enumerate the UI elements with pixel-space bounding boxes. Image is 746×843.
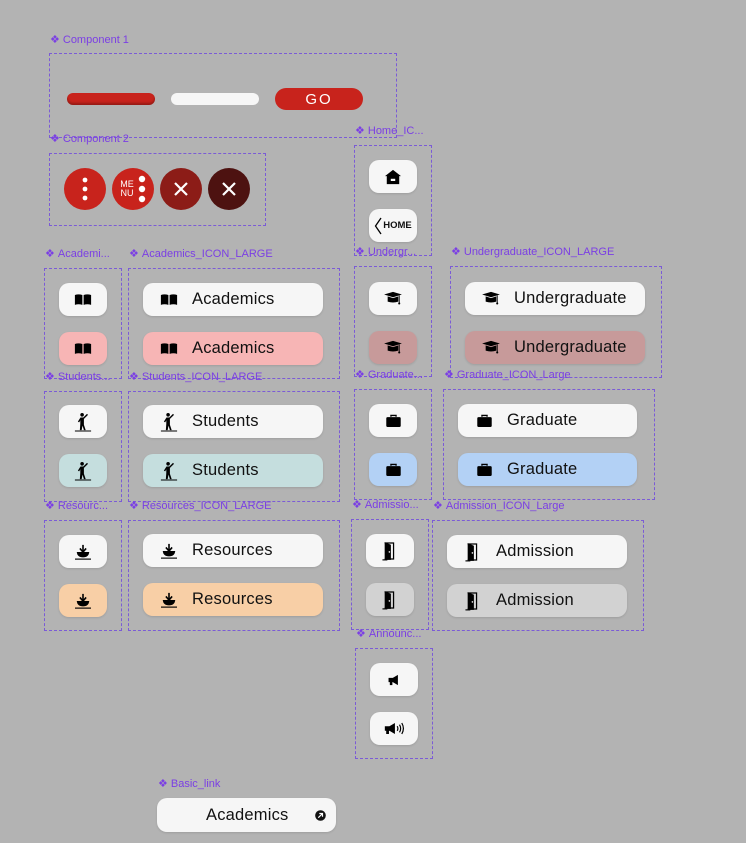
undergraduate-small-label: ❖ Undergr...: [355, 246, 417, 258]
chevron-left-icon: [374, 217, 382, 235]
red-progress-bar[interactable]: [67, 93, 155, 105]
academics-button[interactable]: [143, 283, 323, 316]
download-tray-icon: [160, 592, 178, 608]
download-tray-icon: [74, 544, 92, 560]
basic-link-button[interactable]: [157, 798, 336, 832]
book-icon: [160, 342, 178, 355]
students-button-active[interactable]: [143, 454, 323, 487]
white-bar[interactable]: [171, 93, 259, 105]
resources-button-label: Resources: [192, 541, 273, 559]
students-button-label: Students: [192, 412, 259, 430]
announce-label-text: Announc...: [368, 628, 422, 640]
resources-button-active[interactable]: [143, 583, 323, 616]
students-button-active-label: Students: [192, 461, 259, 479]
academics-icon-button-active[interactable]: [59, 332, 107, 365]
academics-small-label-text: Academi...: [57, 248, 110, 260]
home-icon-button[interactable]: [369, 160, 417, 193]
graduate-button-active-label: Graduate: [507, 460, 578, 478]
graduate-small-label: ❖ Graduate...: [355, 369, 423, 381]
graduate-icon-button-active[interactable]: [369, 453, 417, 486]
students-icon-button[interactable]: [59, 405, 107, 438]
arrow-circle-icon: [315, 810, 326, 821]
students-large-label: ❖ Students_ICON_LARGE: [129, 371, 263, 383]
go-button[interactable]: [275, 88, 363, 110]
resources-icon-button[interactable]: [59, 535, 107, 568]
students-large-label-text: Students_ICON_LARGE: [141, 371, 263, 383]
resources-large-label: ❖ Resources_ICON_LARGE: [129, 500, 272, 512]
door-icon: [382, 590, 398, 610]
admission-small-label: ❖ Admissio...: [352, 499, 419, 511]
students-small-label-text: Students...: [57, 371, 111, 383]
undergraduate-button-active-label: Undergraduate: [514, 338, 627, 356]
undergraduate-button-active[interactable]: [465, 331, 645, 364]
resources-icon-button-active[interactable]: [59, 584, 107, 617]
undergraduate-button-label: Undergraduate: [514, 289, 627, 307]
undergraduate-icon-button[interactable]: [369, 282, 417, 315]
students-small-label: ❖ Students...: [45, 371, 111, 383]
academics-large-label-text: Academics_ICON_LARGE: [141, 248, 273, 260]
close-button-maroon[interactable]: [208, 168, 250, 210]
academics-small-label: ❖ Academi...: [45, 248, 110, 260]
close-icon: [173, 181, 189, 197]
academics-button-active-label: Academics: [192, 339, 275, 357]
component2-label-text: Component 2: [62, 133, 129, 145]
graduate-large-label: ❖ Graduate_ICON_Large: [444, 369, 571, 381]
academics-button-label: Academics: [192, 290, 275, 308]
academics-large-label: ❖ Academics_ICON_LARGE: [129, 248, 273, 260]
admission-button-active[interactable]: [447, 584, 627, 617]
download-tray-icon: [160, 543, 178, 559]
admission-large-label: ❖ Admission_ICON_Large: [433, 500, 565, 512]
door-icon: [465, 591, 481, 611]
kebab-icon: [82, 176, 88, 202]
resources-button-active-label: Resources: [192, 590, 273, 608]
student-icon: [160, 461, 178, 481]
home-label: ❖ Home_IC...: [355, 125, 424, 137]
students-icon-button-active[interactable]: [59, 454, 107, 487]
download-tray-icon: [74, 593, 92, 609]
resources-small-label: ❖ Resourc...: [45, 500, 109, 512]
student-icon: [74, 412, 92, 432]
student-icon: [74, 461, 92, 481]
announce-label: ❖ Announc...: [356, 628, 422, 640]
menu-text-line2: NU: [120, 188, 134, 198]
graduation-cap-icon: [482, 291, 500, 307]
undergraduate-button[interactable]: [465, 282, 645, 315]
briefcase-icon: [476, 463, 493, 477]
menu-text: [120, 180, 134, 198]
home-icon: [384, 169, 402, 185]
home-label-text: Home_IC...: [367, 125, 424, 137]
graduation-cap-icon: [384, 291, 402, 307]
basic-link-label: ❖ Basic_link: [158, 778, 221, 790]
student-icon: [160, 412, 178, 432]
home-text: HOME: [383, 220, 412, 231]
admission-icon-button-active[interactable]: [366, 583, 414, 616]
component2-label: ❖ Component 2: [50, 133, 129, 145]
briefcase-icon: [385, 463, 402, 477]
academics-icon-button[interactable]: [59, 283, 107, 316]
graduation-cap-icon: [384, 340, 402, 356]
resources-small-label-text: Resourc...: [57, 500, 109, 512]
kebab-menu-button[interactable]: [64, 168, 106, 210]
admission-large-label-text: Admission_ICON_Large: [445, 500, 565, 512]
announce-icon-button[interactable]: [370, 663, 418, 696]
undergraduate-small-label-text: Undergr...: [367, 246, 417, 258]
close-icon: [221, 181, 237, 197]
close-button-dark-red[interactable]: [160, 168, 202, 210]
graduate-button-label: Graduate: [507, 411, 578, 429]
basic-link-label-text: Basic_link: [170, 778, 221, 790]
graduate-small-label-text: Graduate...: [367, 369, 423, 381]
admission-button[interactable]: [447, 535, 627, 568]
graduate-button[interactable]: [458, 404, 637, 437]
go-button-label: GO: [305, 90, 333, 108]
book-icon: [160, 293, 178, 306]
admission-icon-button[interactable]: [366, 534, 414, 567]
briefcase-icon: [385, 414, 402, 428]
megaphone-loud-icon: [383, 721, 405, 736]
book-icon: [74, 342, 92, 355]
book-icon: [74, 293, 92, 306]
announce-icon-button-active[interactable]: [370, 712, 418, 745]
academics-button-active[interactable]: [143, 332, 323, 365]
component1-label-text: Component 1: [62, 34, 129, 46]
briefcase-icon: [476, 414, 493, 428]
door-icon: [382, 541, 398, 561]
undergraduate-large-label-text: Undergraduate_ICON_LARGE: [463, 246, 615, 258]
menu-kebab-icon: [138, 175, 146, 203]
graduate-button-active[interactable]: [458, 453, 637, 486]
students-button[interactable]: [143, 405, 323, 438]
component1-label: ❖ Component 1: [50, 34, 129, 46]
resources-button[interactable]: [143, 534, 323, 567]
undergraduate-large-label: ❖ Undergraduate_ICON_LARGE: [451, 246, 615, 258]
door-icon: [465, 542, 481, 562]
resources-large-label-text: Resources_ICON_LARGE: [141, 500, 272, 512]
graduate-large-label-text: Graduate_ICON_Large: [456, 369, 571, 381]
admission-small-label-text: Admissio...: [364, 499, 419, 511]
megaphone-icon: [386, 673, 403, 687]
graduate-icon-button[interactable]: [369, 404, 417, 437]
admission-button-label: Admission: [496, 542, 574, 560]
basic-link-text: Academics: [206, 806, 289, 824]
undergraduate-icon-button-active[interactable]: [369, 331, 417, 364]
admission-button-active-label: Admission: [496, 591, 574, 609]
menu-text-line1: ME: [120, 179, 134, 189]
menu-button[interactable]: [112, 168, 154, 210]
graduation-cap-icon: [482, 340, 500, 356]
home-back-button[interactable]: [369, 209, 417, 242]
